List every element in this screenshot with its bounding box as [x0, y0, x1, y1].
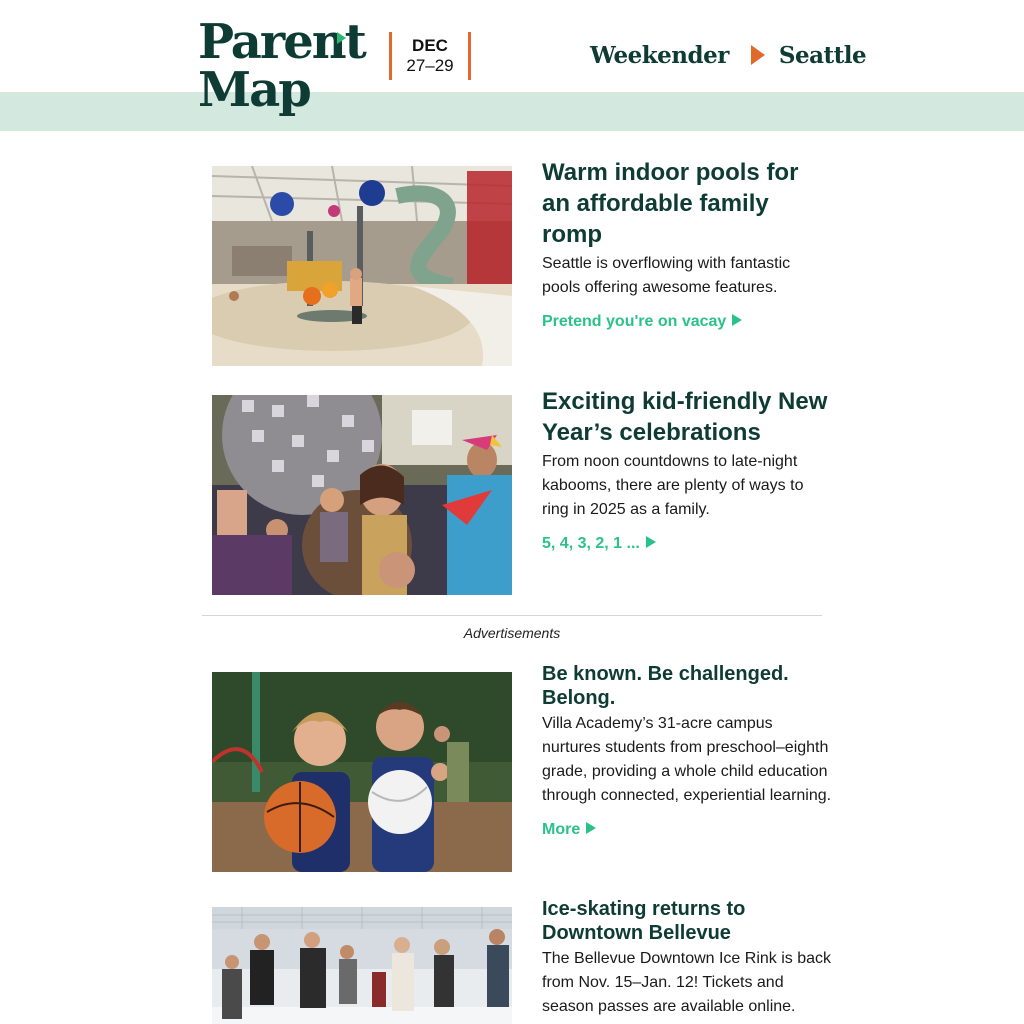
story-text — [542, 388, 832, 556]
advertisements-label: Advertisements — [463, 625, 561, 641]
parentmap-logo[interactable] — [198, 14, 365, 122]
story-image-pool[interactable] — [212, 166, 512, 366]
story-link-pools[interactable] — [542, 310, 742, 334]
play-arrow-icon — [646, 536, 656, 548]
ad-title[interactable]: Ice-skating returns to Downtown Bellevue — [542, 898, 746, 944]
ad-text — [542, 898, 832, 1019]
brand-city: Seattle — [778, 41, 867, 69]
ad-image-ice-skating[interactable] — [212, 907, 512, 1024]
brand-weekender: Weekender — [590, 41, 729, 69]
ad-description: Villa Academy’s 31-acre campus nurtures students from preschool–eighth grade, providing a whole child education through connected, experiential learning. — [542, 715, 832, 804]
ad-description: The Bellevue Downtown Ice Rink is back from Nov. 15–Jan. 12! Tickets and season passes are available online. — [542, 950, 832, 1015]
story-link-label: 5, 4, 3, 2, 1 ... — [542, 535, 640, 552]
play-arrow-icon — [732, 314, 742, 326]
header-band — [0, 92, 1024, 131]
header — [0, 0, 1024, 92]
play-arrow-icon — [751, 45, 765, 65]
story-description: Seattle is overflowing with fantastic pools offering awesome features. — [542, 255, 791, 296]
date-range: 27–29 — [406, 56, 454, 75]
ad-link-more[interactable] — [542, 818, 596, 842]
story-link-label: Pretend you're on vacay — [542, 313, 727, 330]
ad-link-label: More — [542, 821, 581, 838]
section-divider — [202, 615, 822, 616]
story-image-new-year[interactable] — [212, 395, 512, 595]
story-title[interactable]: Warm indoor pools for an affordable family romp — [542, 159, 799, 248]
logo-line-1: Parent — [198, 14, 365, 70]
ad-title[interactable]: Be known. Be challenged. Belong. — [542, 663, 789, 709]
logo-line-2: Map — [198, 62, 310, 118]
story-title[interactable]: Exciting kid-friendly New Year’s celebrations — [542, 388, 828, 446]
date-box — [389, 32, 471, 80]
ad-image-kids-basketball[interactable] — [212, 672, 512, 872]
story-description: From noon countdowns to late-night kabooms, there are plenty of ways to ring in 2025 as a family. — [542, 453, 804, 518]
story-text — [542, 159, 832, 334]
ad-text — [542, 663, 832, 842]
logo-triangle-icon — [337, 32, 346, 44]
story-link-new-year[interactable] — [542, 532, 656, 556]
date-month: DEC — [412, 36, 448, 55]
play-arrow-icon — [586, 822, 596, 834]
newsletter-brand — [590, 38, 866, 72]
